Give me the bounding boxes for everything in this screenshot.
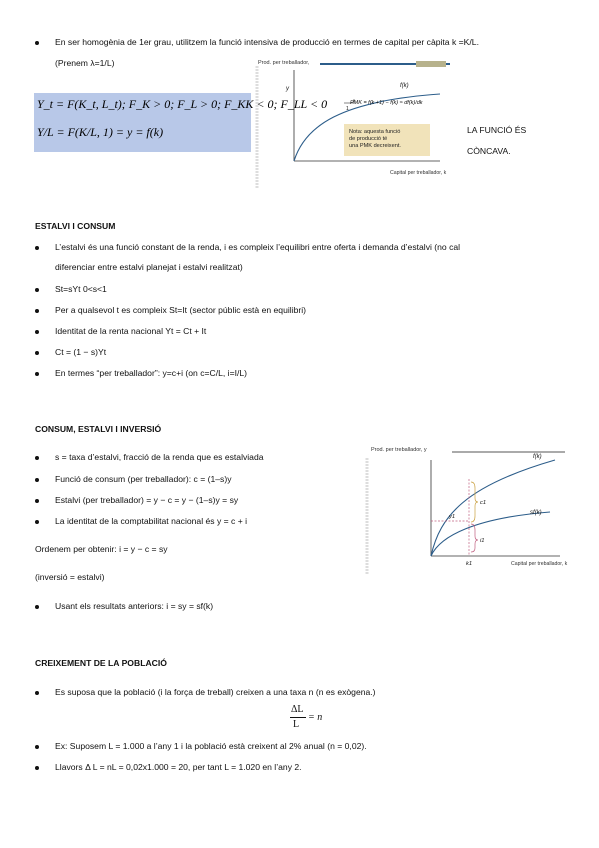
equation-box — [34, 93, 328, 152]
bullet-marker — [35, 309, 39, 313]
fk-curve — [431, 460, 555, 556]
c1-brace — [471, 482, 478, 522]
eq-denominator: L — [293, 719, 300, 730]
bullet-marker — [35, 288, 39, 292]
bullet-marker — [35, 330, 39, 334]
text-usant-resultats: Usant els resultats anteriors: i = sy = sf(k) — [55, 601, 214, 611]
step-label: 1 — [346, 106, 349, 112]
eq-numerator: ΔL — [291, 704, 304, 715]
x-axis-title: Capital per treballador, k — [390, 170, 447, 176]
text-llavors: Llavors Δ L = nL = 0,02x1.000 = 20, per tant L = 1.020 en l’any 2. — [55, 762, 302, 772]
text-estalvi-treballador: Estalvi (per treballador) = y − c = y − (1–s)y = sy — [55, 495, 239, 505]
bullet-marker — [35, 766, 39, 770]
text-identitat: Identitat de la renta nacional Yt = Ct + It — [55, 326, 207, 336]
pmk-formula: PMK = f(k +1) − f(k) ≈ df(k)/dk — [350, 100, 423, 106]
bullet-marker — [35, 372, 39, 376]
bullet-marker — [35, 691, 39, 695]
heading-consum-estalvi-inversio: CONSUM, ESTALVI I INVERSIÓ — [35, 424, 162, 434]
text-estalvi-1: L’estalvi és una funció constant de la renda, i es compleix l’equilibri entre oferta i demanda d’estalvi (no cal — [55, 242, 461, 252]
text-per-treballador: En termes “per treballador”: y=c+i (on c=C/L, i=I/L) — [55, 368, 248, 378]
fk-label: f(k) — [533, 454, 542, 460]
y-label: y — [286, 86, 289, 92]
bullet-marker — [35, 456, 39, 460]
text-st-it: Per a qualsevol t es compleix St=It (sector públic està en equilibri) — [55, 305, 307, 315]
equation-line-1: Y_t = F(K_t, L_t); F_K > 0; F_L > 0; F_KK < 0; F_LL < 0 — [37, 97, 328, 111]
text-ct: Ct = (1 − s)Yt — [55, 347, 107, 357]
i1-brace — [471, 524, 478, 552]
bullet-marker — [35, 745, 39, 749]
top-bar-highlight — [416, 61, 446, 67]
bullet-marker — [35, 246, 39, 250]
bullet-marker — [35, 499, 39, 503]
production-function-graph — [250, 56, 462, 190]
bullet-marker — [35, 478, 39, 482]
text-ordenem: Ordenem per obtenir: i = y − c = sy — [35, 544, 168, 554]
text-estalvi-1b: diferenciar entre estalvi planejat i estalvi realitzat) — [55, 262, 243, 272]
growth-equation — [288, 704, 336, 732]
heading-estalvi-consum: ESTALVI I CONSUM — [35, 221, 116, 231]
equation-line-2: Y/L = F(K/L, 1) = y = f(k) — [37, 125, 164, 139]
sfk-label: sf(k) — [530, 510, 542, 516]
text-taxa-estalvi: s = taxa d’estalvi, fracció de la renda que es estalviada — [55, 452, 264, 462]
i1-label: i1 — [480, 538, 485, 544]
text-creixement-taxa: Es suposa que la població (i la força de treball) creixen a una taxa n (n es exògena.) — [55, 687, 376, 697]
text-exemple: Ex: Suposem L = 1.000 a l’any 1 i la població està creixent al 2% anual (n = 0,02). — [55, 741, 367, 751]
text-inversio-estalvi: (inversió = estalvi) — [35, 572, 105, 582]
bullet-marker — [35, 351, 39, 355]
text-funcio-consum: Funció de consum (per treballador): c = (1–s)y — [55, 474, 232, 484]
bullet-marker — [35, 605, 39, 609]
text-st-syt: St=sYt 0<s<1 — [55, 284, 107, 294]
text-prenem: (Prenem λ=1/L) — [55, 58, 115, 68]
text-homogeneous: En ser homogènia de 1er grau, utilitzem la funció intensiva de producció en termes de capital per càpita k =K/L. — [55, 37, 479, 47]
heading-creixement: CREIXEMENT DE LA POBLACIÓ — [35, 658, 167, 668]
y-axis-title-2: Prod. per treballador, y — [371, 447, 427, 453]
eq-fraction-bar — [290, 717, 306, 718]
concave-note: LA FUNCIÓ ÉS CÒNCAVA. — [467, 125, 527, 156]
saving-investment-graph — [365, 446, 570, 576]
x-axis-title-2: Capital per treballador, k — [511, 561, 568, 567]
bullet-marker — [35, 41, 39, 45]
bullet-marker — [35, 520, 39, 524]
note-text: Nota: aquesta funció de producció té una PMK decreixent. — [349, 129, 401, 149]
eq-rhs: = n — [308, 712, 323, 723]
y-axis-title: Prod. per treballador, — [258, 60, 310, 66]
text-identitat-comptabilitat: La identitat de la comptabilitat nacional és y = c + i — [55, 516, 248, 526]
curve-label: f(k) — [400, 83, 409, 89]
c1-label: c1 — [480, 500, 487, 506]
y1-label: y1 — [449, 514, 456, 520]
k1-label: k1 — [466, 561, 473, 567]
